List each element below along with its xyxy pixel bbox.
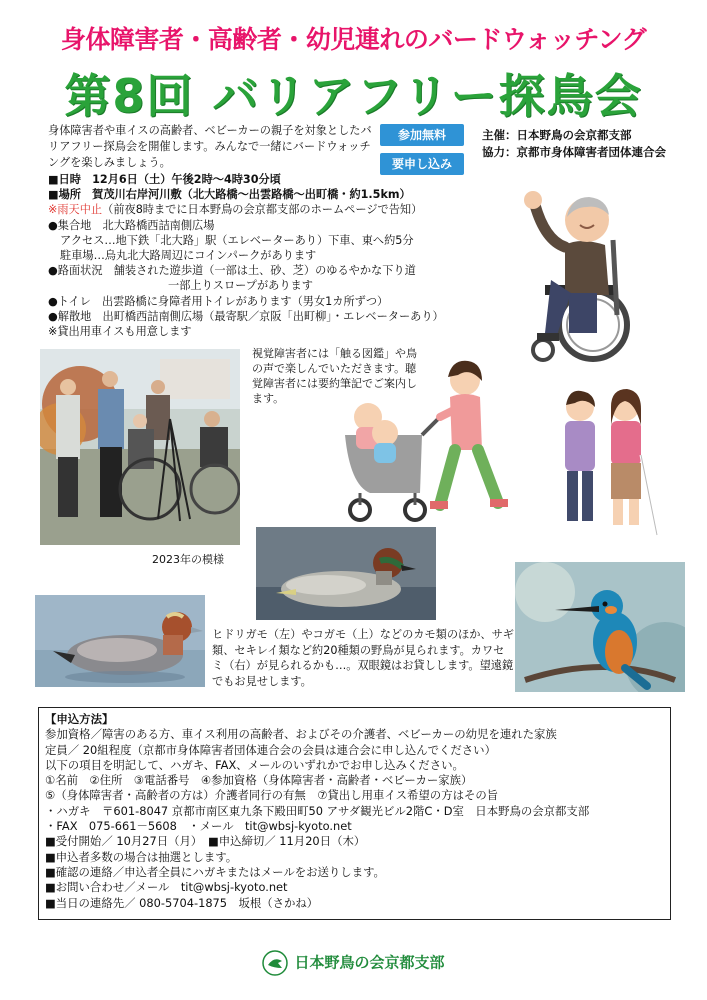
apply-line: ⑤（身体障害者・高齢者の方は）介護者同行の有無 ⑦貸出し用車イス希望の方はその旨 [45,788,499,803]
event-title: 第8回 バリアフリー探鳥会 [64,69,643,123]
apply-line: ■申込者多数の場合は抽選とします。 [45,849,238,864]
event-subtitle: 身体障害者・高齢者・幼児連れのバードウォッチング [60,25,647,54]
intro-text: 身体障害者や車イスの高齢者、ベビーカーの親子を対象としたバリアフリー探鳥会を開催します。みんなで一緒にバードウォッチングを楽しみましょう。 [48,124,372,169]
apply-line: 参加資格／障害のある方、車イス利用の高齢者、およびその介護者、ベビーカーの幼児を連れた家族 [45,727,557,742]
photo-caption: 2023年の模様 [152,553,224,566]
cooperating-org: 協力：京都市身体障害者団体連合会 [482,145,666,159]
wheelchair-elder-illustration [505,185,640,365]
wigeon-duck-photo [35,595,205,687]
apply-line: ■受付開始／ 10月27日（月） ■申込締切／ 11月20日（木） [45,834,366,849]
free-badge: 参加無料 [380,124,464,146]
dismissal-point: ●解散地 出町橋西詰南側広場（最寄駅／京阪「出町柳」・エレベーターあり） [48,309,444,323]
wheelchair-rental: ※貸出用車イスも用意します [48,325,192,339]
rain-notice [48,202,488,217]
host-org: 主催：日本野鳥の会京都支部 [482,128,632,142]
guided-walker-illustration [545,385,665,540]
apply-line: 以下の項目を明記して、ハガキ、FAX、メールのいずれかでお申し込みください。 [45,757,464,772]
application-box [38,707,671,920]
apply-line: ■当日の連絡先／ 080-5704-1875 坂根（さかね） [45,895,319,910]
rain-note: （前夜8時までに日本野鳥の会京都支部のホームページで告知） [102,203,423,217]
apply-required-badge: 要申し込み [380,153,464,175]
wild-bird-society-logo-icon [262,950,288,976]
rain-label: ※雨天中止 [48,203,103,217]
road-condition-2: 一部上りスロープがあります [168,279,313,293]
birds-description: ヒドリガモ（左）やコガモ（上）などのカモ類のほか、サギ類、セキレイ類など約20種類の野鳥が見られます。カワセミ（右）が見られるかも…。双眼鏡はお貸しします。望遠鏡でもお見せします。 [212,628,514,688]
apply-line: ①名前 ②住所 ③電話番号 ④参加資格（身体障害者・高齢者・ベビーカー家族） [45,773,473,788]
parking-info: 駐車場…烏丸北大路周辺にコインパークがあります [60,249,317,263]
event-place: ■場所 賀茂川右岸河川敷（北大路橋〜出雲路橋〜出町橋・約1.5km） [48,188,411,202]
apply-line: 定員／ 20組程度（京都市身体障害者団体連合会の会員は連合会に申し込んでください） [45,742,496,757]
accessibility-note: 視覚障害者には「触る図鑑」や鳥の声で楽しんでいただきます。聴覚障害者には要約筆記でご案内します。 [252,347,417,405]
toilet-info: ●トイレ 出雲路橋に身障者用トイレがあります（男女1カ所ずつ） [48,294,389,308]
event-photo-2023 [40,349,240,545]
apply-line: ■お問い合わせ／メール tit@wbsj-kyoto.net [45,880,288,895]
event-date: ■日時 12月6日（土）午後2時〜4時30分頃 [48,173,281,186]
event-details [48,172,488,339]
kingfisher-photo [515,562,685,692]
footer [0,950,707,976]
access-info: アクセス…地下鉄「北大路」駅（エレベーターあり）下車、東へ約5分 [60,233,414,247]
apply-line: ・ハガキ 〒601-8047 京都市南区東九条下殿田町50 アサダ観光ビル2階C・D室 日本野鳥の会京都支部 [45,803,590,818]
stroller-family-illustration [330,355,520,525]
footer-org-name: 日本野鳥の会京都支部 [294,953,445,972]
apply-line: ・FAX 075-661－5608 ・メール tit@wbsj-kyoto.net [45,819,352,834]
apply-line: ■確認の連絡／申込者全員にハガキまたはメールをお送りします。 [45,864,385,879]
meeting-point: ●集合地 北大路橋西詰南側広場 [48,218,215,232]
road-condition: ●路面状況 舗装された遊歩道（一部は土、砂、芝）のゆるやかな下り道 [48,264,416,278]
organizers [482,127,666,161]
teal-duck-photo [256,527,436,620]
application-heading: 【申込方法】 [45,712,114,726]
